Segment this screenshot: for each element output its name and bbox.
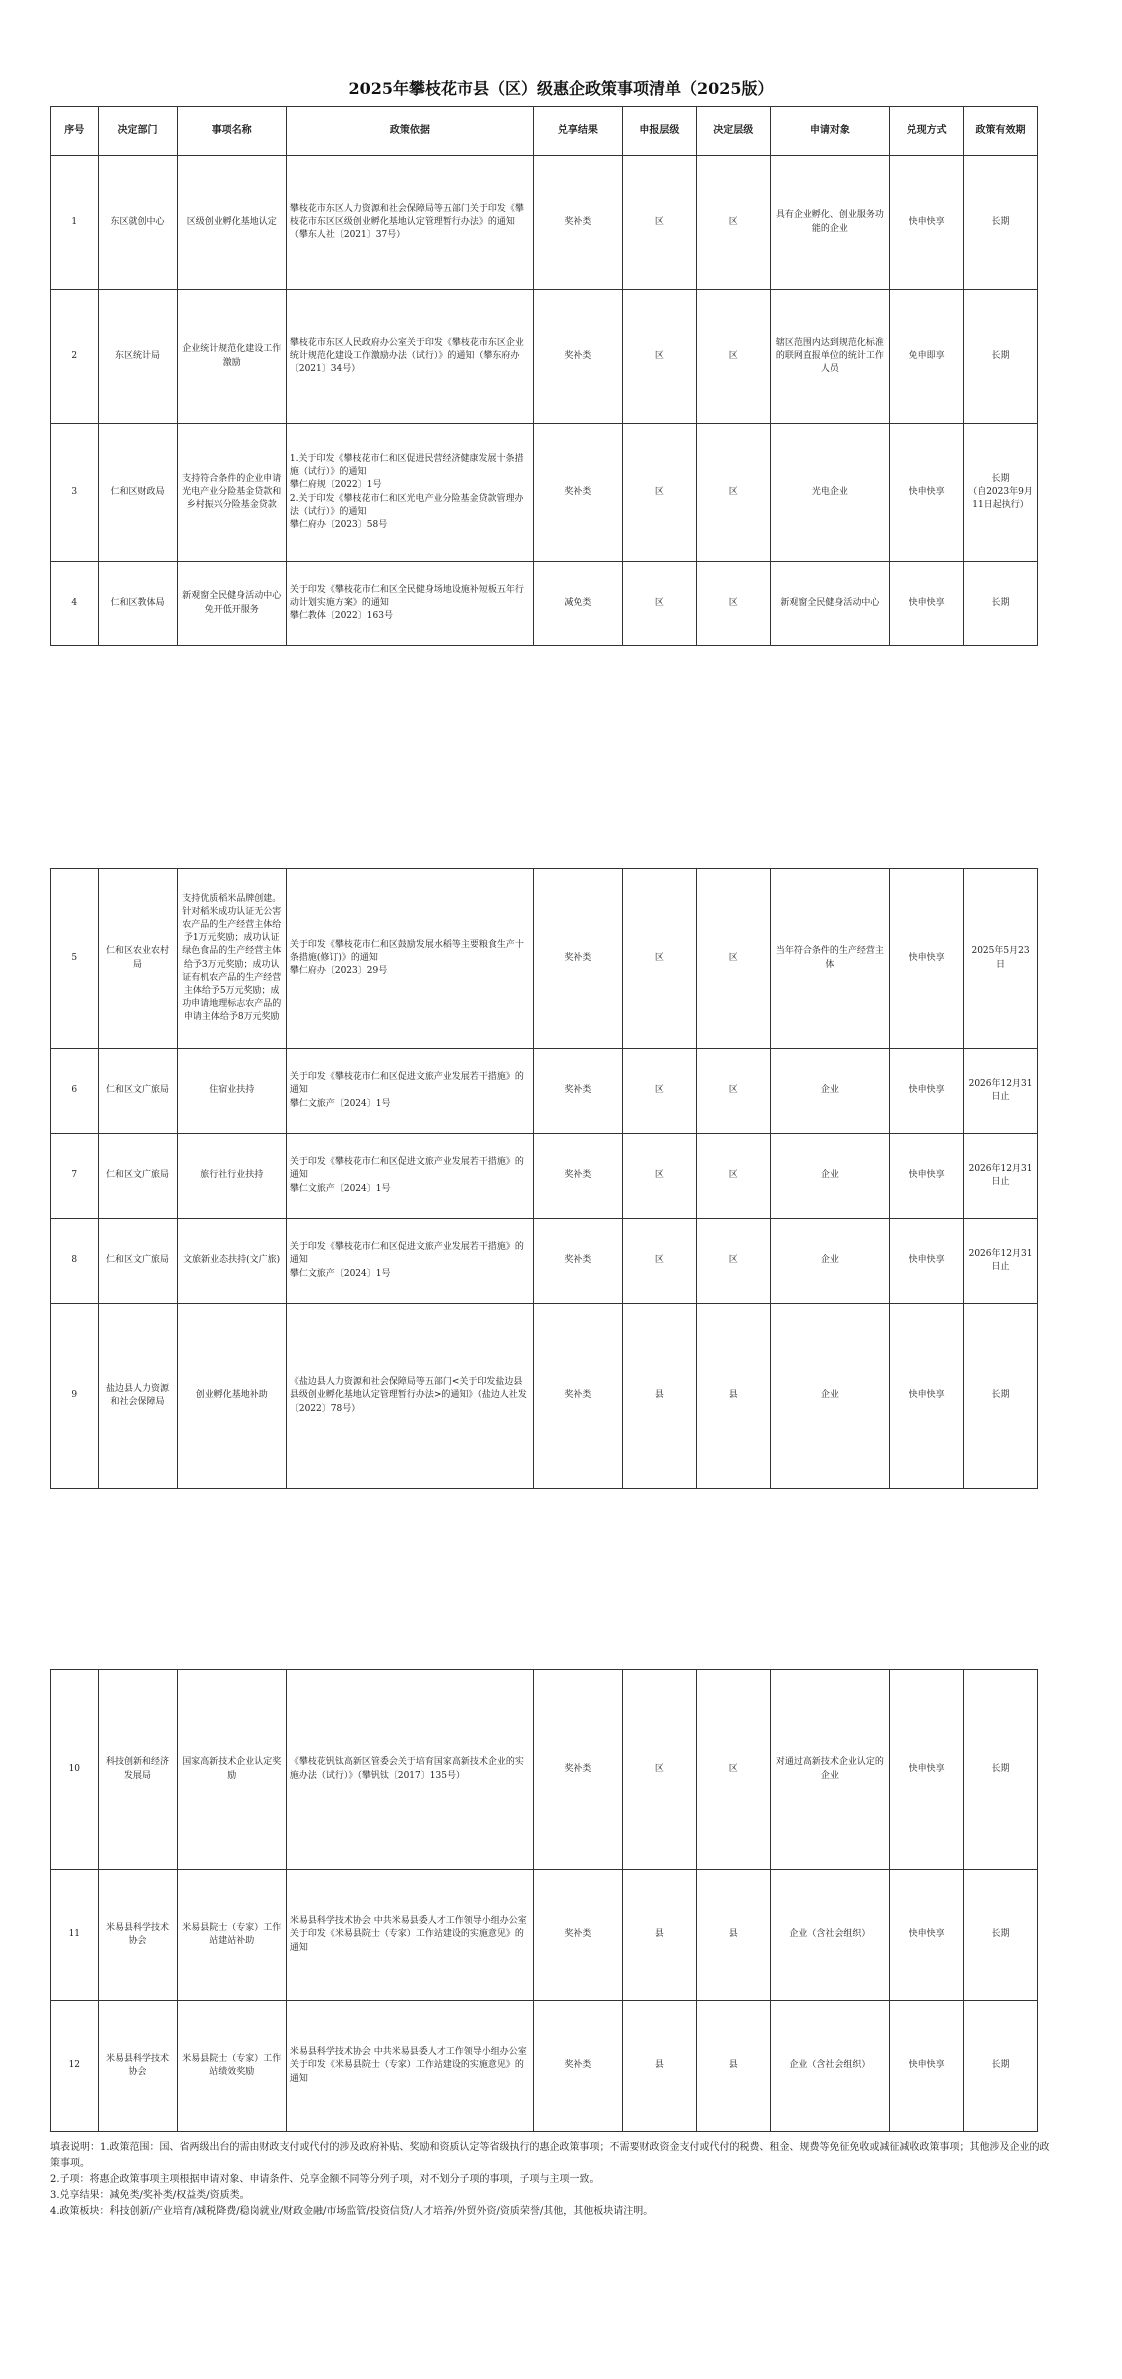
table-row xyxy=(51,1219,1038,1304)
cell-target: 企业（含社会组织） xyxy=(770,2001,889,2132)
cell-dept: 东区就创中心 xyxy=(98,156,177,290)
table-row xyxy=(51,562,1038,646)
cell-result: 奖补类 xyxy=(533,1219,622,1304)
cell-dept: 米易县科学技术协会 xyxy=(98,1870,177,2001)
column-header: 兑享结果 xyxy=(533,107,622,156)
cell-no: 4 xyxy=(51,562,99,646)
cell-apply-level: 区 xyxy=(622,562,696,646)
cell-target: 辖区范围内达到规范化标准的联网直报单位的统计工作人员 xyxy=(770,290,889,424)
cell-decide-level: 区 xyxy=(696,1134,770,1219)
cell-basis: 关于印发《攀枝花市仁和区全民健身场地设施补短板五年行动计划实施方案》的通知 攀仁教体〔2022〕163号 xyxy=(286,562,533,646)
cell-validity: 长期 xyxy=(964,562,1038,646)
cell-result: 减免类 xyxy=(533,562,622,646)
cell-decide-level: 县 xyxy=(696,1870,770,2001)
table-row xyxy=(51,290,1038,424)
cell-basis: 1.关于印发《攀枝花市仁和区促进民营经济健康发展十条措施（试行）》的通知 攀仁府规〔2022〕1号 2.关于印发《攀枝花市仁和区光电产业分险基金贷款管理办法（试行）》的通知 攀仁府办〔2023〕58号 xyxy=(286,424,533,562)
cell-decide-level: 县 xyxy=(696,1304,770,1489)
cell-no: 10 xyxy=(51,1670,99,1870)
cell-result: 奖补类 xyxy=(533,1670,622,1870)
cell-result: 奖补类 xyxy=(533,1870,622,2001)
cell-item: 文旅新业态扶持(文广旅) xyxy=(177,1219,286,1304)
cell-target: 企业 xyxy=(770,1304,889,1489)
note-line: 填表说明：1.政策范围：国、省两级出台的需由财政支付或代付的涉及政府补贴、奖励和资质认定等省级执行的惠企政策事项；不需要财政资金支付或代付的税费、租金、规费等免征免收或减征减收政策事项；其他涉及企业的政策事项。 xyxy=(50,2142,1050,2169)
table-row xyxy=(51,1049,1038,1134)
cell-validity: 长期 xyxy=(964,1870,1038,2001)
policy-table-part-2 xyxy=(50,868,1038,1489)
cell-decide-level: 县 xyxy=(696,2001,770,2132)
cell-no: 11 xyxy=(51,1870,99,2001)
table-row xyxy=(51,2001,1038,2132)
column-header: 政策依据 xyxy=(286,107,533,156)
cell-method: 快申快享 xyxy=(890,1870,964,2001)
cell-item: 米易县院士（专家）工作站建站补助 xyxy=(177,1870,286,2001)
cell-basis: 《攀枝花钒钛高新区管委会关于培育国家高新技术企业的实施办法（试行）》（攀钒钛〔2017〕135号） xyxy=(286,1670,533,1870)
cell-validity: 长期 xyxy=(964,1670,1038,1870)
cell-dept: 仁和区文广旅局 xyxy=(98,1134,177,1219)
column-header: 决定层级 xyxy=(696,107,770,156)
page-title: 2025年攀枝花市县（区）级惠企政策事项清单（2025版） xyxy=(348,79,774,98)
cell-item: 住宿业扶持 xyxy=(177,1049,286,1134)
cell-dept: 仁和区文广旅局 xyxy=(98,1219,177,1304)
cell-apply-level: 区 xyxy=(622,1219,696,1304)
filling-notes xyxy=(50,2140,1050,2220)
cell-item: 区级创业孵化基地认定 xyxy=(177,156,286,290)
cell-target: 企业 xyxy=(770,1219,889,1304)
cell-no: 12 xyxy=(51,2001,99,2132)
cell-no: 7 xyxy=(51,1134,99,1219)
cell-result: 奖补类 xyxy=(533,156,622,290)
cell-result: 奖补类 xyxy=(533,1304,622,1489)
cell-method: 快申快享 xyxy=(890,1304,964,1489)
cell-item: 新观窗全民健身活动中心免开低开服务 xyxy=(177,562,286,646)
cell-apply-level: 区 xyxy=(622,424,696,562)
cell-apply-level: 县 xyxy=(622,2001,696,2132)
cell-basis: 攀枝花市东区人民政府办公室关于印发《攀枝花市东区企业统计规范化建设工作激励办法（试行）》的通知（攀东府办〔2021〕34号） xyxy=(286,290,533,424)
cell-target: 企业 xyxy=(770,1134,889,1219)
cell-validity: 长期 xyxy=(964,1304,1038,1489)
policy-table-part-3 xyxy=(50,1669,1038,2132)
cell-decide-level: 区 xyxy=(696,869,770,1049)
column-header: 申报层级 xyxy=(622,107,696,156)
table-row xyxy=(51,869,1038,1049)
cell-basis: 《盐边县人力资源和社会保障局等五部门<关于印发盐边县县级创业孵化基地认定管理暂行办法>的通知》（盐边人社发〔2022〕78号） xyxy=(286,1304,533,1489)
cell-apply-level: 区 xyxy=(622,1049,696,1134)
cell-decide-level: 区 xyxy=(696,1049,770,1134)
cell-target: 企业（含社会组织） xyxy=(770,1870,889,2001)
cell-validity: 2026年12月31日止 xyxy=(964,1049,1038,1134)
cell-dept: 仁和区农业农村局 xyxy=(98,869,177,1049)
cell-no: 8 xyxy=(51,1219,99,1304)
cell-apply-level: 区 xyxy=(622,1134,696,1219)
column-header: 序号 xyxy=(51,107,99,156)
cell-decide-level: 区 xyxy=(696,1670,770,1870)
cell-decide-level: 区 xyxy=(696,290,770,424)
cell-method: 快申快享 xyxy=(890,1219,964,1304)
column-header: 兑现方式 xyxy=(890,107,964,156)
cell-validity: 2025年5月23日 xyxy=(964,869,1038,1049)
note-line: 4.政策板块：科技创新/产业培育/减税降费/稳岗就业/财政金融/市场监管/投资信贷/人才培养/外贸外资/资质荣誉/其他，其他板块请注明。 xyxy=(50,2206,654,2217)
cell-basis: 关于印发《攀枝花市仁和区促进文旅产业发展若干措施》的通知 攀仁文旅产〔2024〕1号 xyxy=(286,1134,533,1219)
cell-target: 光电企业 xyxy=(770,424,889,562)
cell-dept: 米易县科学技术协会 xyxy=(98,2001,177,2132)
cell-validity: 2026年12月31日止 xyxy=(964,1219,1038,1304)
cell-no: 1 xyxy=(51,156,99,290)
table-row xyxy=(51,424,1038,562)
column-header: 申请对象 xyxy=(770,107,889,156)
cell-method: 快申快享 xyxy=(890,1049,964,1134)
cell-basis: 关于印发《攀枝花市仁和区促进文旅产业发展若干措施》的通知 攀仁文旅产〔2024〕1号 xyxy=(286,1049,533,1134)
cell-result: 奖补类 xyxy=(533,424,622,562)
cell-no: 3 xyxy=(51,424,99,562)
cell-decide-level: 区 xyxy=(696,424,770,562)
table-row xyxy=(51,1304,1038,1489)
policy-table-part-1 xyxy=(50,106,1038,646)
cell-basis: 关于印发《攀枝花市仁和区鼓励发展水稻等主要粮食生产十条措施(修订)》的通知 攀仁府办〔2023〕29号 xyxy=(286,869,533,1049)
cell-method: 免申即享 xyxy=(890,290,964,424)
cell-target: 当年符合条件的生产经营主体 xyxy=(770,869,889,1049)
cell-no: 2 xyxy=(51,290,99,424)
cell-method: 快申快享 xyxy=(890,2001,964,2132)
cell-basis: 米易县科学技术协会 中共米易县委人才工作领导小组办公室关于印发《米易县院士（专家）工作站建设的实施意见》的通知 xyxy=(286,1870,533,2001)
cell-dept: 仁和区文广旅局 xyxy=(98,1049,177,1134)
cell-decide-level: 区 xyxy=(696,1219,770,1304)
cell-item: 米易县院士（专家）工作站绩效奖励 xyxy=(177,2001,286,2132)
cell-apply-level: 区 xyxy=(622,1670,696,1870)
cell-result: 奖补类 xyxy=(533,1049,622,1134)
cell-method: 快申快享 xyxy=(890,1670,964,1870)
cell-result: 奖补类 xyxy=(533,2001,622,2132)
cell-apply-level: 区 xyxy=(622,156,696,290)
column-header: 政策有效期 xyxy=(964,107,1038,156)
table-header-row xyxy=(51,107,1038,156)
cell-method: 快申快享 xyxy=(890,562,964,646)
column-header: 决定部门 xyxy=(98,107,177,156)
cell-result: 奖补类 xyxy=(533,290,622,424)
cell-target: 对通过高新技术企业认定的企业 xyxy=(770,1670,889,1870)
cell-item: 创业孵化基地补助 xyxy=(177,1304,286,1489)
cell-no: 5 xyxy=(51,869,99,1049)
cell-method: 快申快享 xyxy=(890,869,964,1049)
cell-item: 支持优质稻米品牌创建。针对稻米成功认证无公害农产品的生产经营主体给予1万元奖励；成功认证绿色食品的生产经营主体给予3万元奖励；成功认证有机农产品的生产经营主体给予5万元奖励；成功申请地理标志农产品的申请主体给予8万元奖励 xyxy=(177,869,286,1049)
cell-method: 快申快享 xyxy=(890,424,964,562)
note-line: 3.兑享结果：减免类/奖补类/权益类/资质类。 xyxy=(50,2190,250,2201)
cell-result: 奖补类 xyxy=(533,869,622,1049)
cell-decide-level: 区 xyxy=(696,156,770,290)
table-row xyxy=(51,1134,1038,1219)
cell-validity: 长期 xyxy=(964,290,1038,424)
cell-item: 支持符合条件的企业申请光电产业分险基金贷款和乡村振兴分险基金贷款 xyxy=(177,424,286,562)
cell-dept: 仁和区教体局 xyxy=(98,562,177,646)
cell-apply-level: 区 xyxy=(622,869,696,1049)
cell-dept: 科技创新和经济发展局 xyxy=(98,1670,177,1870)
cell-item: 国家高新技术企业认定奖励 xyxy=(177,1670,286,1870)
cell-target: 新观窗全民健身活动中心 xyxy=(770,562,889,646)
note-line: 2.子项：将惠企政策事项主项根据申请对象、申请条件、兑享金额不同等分列子项，对不划分子项的事项，子项与主项一致。 xyxy=(50,2174,600,2185)
cell-result: 奖补类 xyxy=(533,1134,622,1219)
cell-no: 9 xyxy=(51,1304,99,1489)
column-header: 事项名称 xyxy=(177,107,286,156)
cell-no: 6 xyxy=(51,1049,99,1134)
cell-dept: 盐边县人力资源和社会保障局 xyxy=(98,1304,177,1489)
cell-item: 旅行社行业扶持 xyxy=(177,1134,286,1219)
table-row xyxy=(51,1670,1038,1870)
cell-basis: 关于印发《攀枝花市仁和区促进文旅产业发展若干措施》的通知 攀仁文旅产〔2024〕1号 xyxy=(286,1219,533,1304)
cell-dept: 东区统计局 xyxy=(98,290,177,424)
cell-target: 企业 xyxy=(770,1049,889,1134)
cell-apply-level: 县 xyxy=(622,1870,696,2001)
cell-basis: 攀枝花市东区人力资源和社会保障局等五部门关于印发《攀枝花市东区区级创业孵化基地认定管理暂行办法》的通知（攀东人社〔2021〕37号） xyxy=(286,156,533,290)
cell-apply-level: 区 xyxy=(622,290,696,424)
cell-target: 具有企业孵化、创业服务功能的企业 xyxy=(770,156,889,290)
cell-validity: 长期 （自2023年9月11日起执行） xyxy=(964,424,1038,562)
cell-method: 快申快享 xyxy=(890,1134,964,1219)
cell-apply-level: 县 xyxy=(622,1304,696,1489)
cell-decide-level: 区 xyxy=(696,562,770,646)
cell-item: 企业统计规范化建设工作激励 xyxy=(177,290,286,424)
cell-validity: 2026年12月31日止 xyxy=(964,1134,1038,1219)
cell-validity: 长期 xyxy=(964,156,1038,290)
cell-method: 快申快享 xyxy=(890,156,964,290)
cell-basis: 米易县科学技术协会 中共米易县委人才工作领导小组办公室关于印发《米易县院士（专家）工作站建设的实施意见》的通知 xyxy=(286,2001,533,2132)
cell-dept: 仁和区财政局 xyxy=(98,424,177,562)
table-row xyxy=(51,156,1038,290)
cell-validity: 长期 xyxy=(964,2001,1038,2132)
table-row xyxy=(51,1870,1038,2001)
